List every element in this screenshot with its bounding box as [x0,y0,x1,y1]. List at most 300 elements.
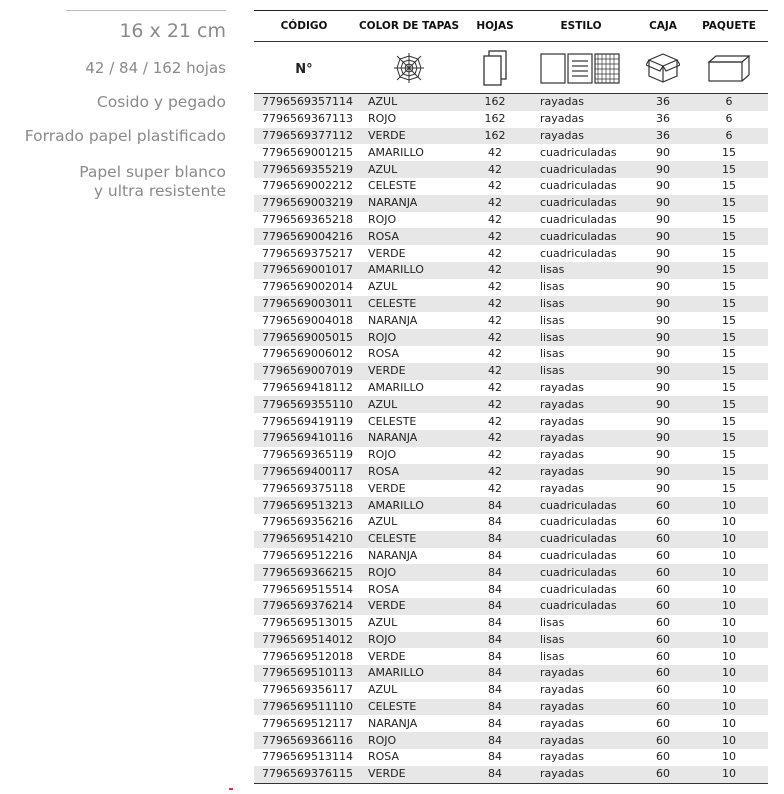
table-row [254,480,768,497]
cell-hojas: 42 [488,380,502,394]
cell-style: rayadas [526,766,636,783]
table-row [254,464,768,481]
cell-color: AMARILLO [354,262,464,279]
cell-code: 7796569006012 [262,347,353,361]
cell-paquete: 15 [722,145,736,159]
cell-style: lisas [540,649,565,663]
cell-paquete: 10 [690,699,768,716]
cell-style: lisas [540,280,565,294]
cell-style: rayadas [526,665,636,682]
cell-style: rayadas [540,683,584,697]
cell-style: rayadas [526,396,636,413]
cell-style: rayadas [540,414,584,428]
package-icon [707,53,751,83]
cell-color: ROSA [368,347,400,361]
table-row [254,665,768,682]
cell-style: cuadriculadas [526,564,636,581]
cell-color: ROJO [368,112,397,126]
cell-paquete: 15 [722,448,736,462]
cell-caja: 90 [656,313,670,327]
cell-color: ROSA [368,750,400,764]
cell-code: 7796569357114 [254,94,354,111]
cell-paquete: 6 [690,94,768,111]
cell-style: cuadriculadas [526,598,636,615]
cell-caja: 60 [656,683,670,697]
cell-style: rayadas [526,94,636,111]
cell-hojas: 84 [488,716,502,730]
spec-paper-line1: Papel super blanco [79,163,226,181]
cell-hojas: 42 [488,179,502,193]
cell-style: cuadriculadas [540,246,617,260]
cell-caja: 90 [636,228,690,245]
cell-code: 7796569419119 [262,414,353,428]
cell-caja: 90 [656,280,670,294]
header-row [254,11,768,42]
cell-paquete: 10 [690,598,768,615]
cell-paquete: 15 [722,414,736,428]
cell-paquete: 10 [722,649,736,663]
cell-style: rayadas [540,481,584,495]
cell-color: ROJO [354,732,464,749]
cell-code: 7796569355219 [254,161,354,178]
cell-style: lisas [526,296,636,313]
cell-code: 7796569512018 [262,649,353,663]
cell-hojas: 162 [464,128,526,145]
cell-hojas: 42 [488,313,502,327]
header-paquete: PAQUETE [690,11,768,42]
spec-paper [79,163,226,201]
cell-paquete: 15 [690,161,768,178]
table-row [254,94,768,111]
cell-style: lisas [526,329,636,346]
cell-hojas: 84 [464,598,526,615]
cell-color: CELESTE [354,531,464,548]
cell-color: AZUL [354,161,464,178]
cell-caja: 60 [636,531,690,548]
cell-code: 7796569001017 [254,262,354,279]
cell-caja: 36 [636,128,690,145]
cell-style: rayadas [540,448,584,462]
cell-paquete: 15 [690,262,768,279]
cell-color: AMARILLO [368,380,424,394]
cell-color: AMARILLO [354,497,464,514]
cell-code: 7796569003011 [254,296,354,313]
cell-paquete: 10 [722,515,736,529]
table-row [254,413,768,430]
cell-paquete: 10 [722,548,736,562]
cell-color: VERDE [354,598,464,615]
cell-paquete: 6 [725,112,733,126]
cell-code: 7796569511110 [254,699,354,716]
header-hojas: HOJAS [464,11,526,42]
cell-hojas: 84 [464,732,526,749]
cell-color: NARANJA [368,313,418,327]
cell-style: cuadriculadas [526,497,636,514]
cell-paquete: 10 [690,766,768,783]
cell-hojas: 42 [464,296,526,313]
cell-caja: 60 [636,497,690,514]
table-row [254,212,768,229]
cell-color: AZUL [368,616,398,630]
spec-size: 16 x 21 cm [119,20,226,42]
icon-row [254,42,768,94]
table-row [254,648,768,665]
cell-hojas: 162 [484,112,506,126]
cell-caja: 90 [656,347,670,361]
cell-paquete: 15 [722,380,736,394]
cell-hojas: 42 [464,228,526,245]
cell-color: NARANJA [368,548,418,562]
cell-caja: 90 [656,481,670,495]
cell-hojas: 42 [464,329,526,346]
cell-hojas: 84 [488,750,502,764]
cell-color: ROJO [354,632,464,649]
table-row [254,363,768,380]
cell-color: NARANJA [368,716,418,730]
cell-paquete: 10 [690,632,768,649]
cell-paquete: 10 [690,531,768,548]
cell-caja: 60 [656,582,670,596]
cell-code: 7796569367113 [262,112,353,126]
cell-code: 7796569410116 [254,430,354,447]
cell-caja: 60 [636,699,690,716]
cell-caja: 60 [656,616,670,630]
table-row [254,111,768,128]
cell-hojas: 84 [464,699,526,716]
cell-caja: 60 [656,515,670,529]
cell-hojas: 42 [488,212,502,226]
cell-caja: 90 [636,296,690,313]
cell-paquete: 15 [690,195,768,212]
cell-caja: 90 [636,396,690,413]
table-row [254,346,768,363]
cell-paquete: 10 [722,582,736,596]
cell-color: CELESTE [354,296,464,313]
cell-color: CELESTE [354,699,464,716]
header-caja: CAJA [636,11,690,42]
cell-color: ROJO [354,564,464,581]
table-row [254,195,768,212]
cell-paquete: 15 [690,464,768,481]
cell-paquete: 10 [690,732,768,749]
cell-style: cuadriculadas [540,582,617,596]
table-row [254,632,768,649]
cell-code: 7796569004216 [254,228,354,245]
table-row [254,615,768,632]
cell-paquete: 15 [722,481,736,495]
table-row [254,581,768,598]
table-row [254,732,768,749]
cell-paquete: 15 [722,280,736,294]
cell-hojas: 42 [488,246,502,260]
paper-styles-icon [540,51,622,85]
cell-color: ROSA [354,228,464,245]
cell-paquete: 15 [690,363,768,380]
cell-paquete: 15 [722,246,736,260]
cell-caja: 60 [636,598,690,615]
spiderweb-icon [391,51,427,85]
table-row [254,128,768,145]
cell-color: VERDE [354,128,464,145]
cell-style: rayadas [526,128,636,145]
cell-hojas: 84 [464,632,526,649]
cell-paquete: 10 [722,750,736,764]
cell-code: 7796569510113 [254,665,354,682]
cell-code: 7796569003219 [254,195,354,212]
cell-color: AZUL [368,683,398,697]
cell-style: cuadriculadas [540,179,617,193]
table-row [254,715,768,732]
cell-caja: 90 [636,195,690,212]
cell-code: 7796569355110 [254,396,354,413]
cell-style: cuadriculadas [540,515,617,529]
cell-color: ROSA [354,464,464,481]
cell-caja: 90 [636,464,690,481]
cell-style: rayadas [526,699,636,716]
cell-code: 7796569365119 [262,448,353,462]
cell-code: 7796569356216 [262,515,353,529]
cell-color: VERDE [368,246,406,260]
cell-hojas: 42 [464,195,526,212]
cell-caja: 90 [636,161,690,178]
cell-code: 7796569356117 [262,683,353,697]
cell-color: AMARILLO [354,665,464,682]
cell-color: ROJO [368,212,397,226]
cell-caja: 60 [656,548,670,562]
cell-paquete: 15 [722,313,736,327]
sheets-icon [482,49,508,87]
cell-hojas: 42 [488,414,502,428]
cell-hojas: 42 [488,448,502,462]
cell-code: 7796569375217 [262,246,353,260]
header-color: COLOR DE TAPAS [354,11,464,42]
cell-color: VERDE [354,363,464,380]
cell-hojas: 84 [488,582,502,596]
spec-paper-line2: y ultra resistente [93,182,226,200]
cell-style: cuadriculadas [526,228,636,245]
cell-color: VERDE [354,766,464,783]
cell-hojas: 84 [488,548,502,562]
cell-code: 7796569004018 [262,313,353,327]
table-row [254,548,768,565]
cell-hojas: 84 [464,497,526,514]
cell-paquete: 10 [690,497,768,514]
cell-caja: 90 [636,430,690,447]
cell-color: AMARILLO [368,145,424,159]
cell-code: 7796569376115 [254,766,354,783]
table-row [254,430,768,447]
table-row [254,380,768,397]
table-row [254,245,768,262]
cell-caja: 60 [636,766,690,783]
cell-paquete: 15 [690,228,768,245]
red-mark [229,788,233,790]
table-row [254,749,768,766]
product-table [254,10,768,784]
table-row [254,682,768,699]
header-code: CÓDIGO [254,11,354,42]
cell-paquete: 15 [722,179,736,193]
cell-code: 7796569376214 [254,598,354,615]
cell-style: rayadas [526,430,636,447]
cell-color: CELESTE [368,179,417,193]
cell-style: lisas [540,347,565,361]
table-row [254,766,768,783]
table-row [254,514,768,531]
cell-code: 7796569512216 [262,548,353,562]
cell-code: 7796569366116 [254,732,354,749]
cell-code: 7796569513213 [254,497,354,514]
cell-caja: 36 [636,94,690,111]
cell-style: lisas [526,262,636,279]
cell-caja: 60 [636,732,690,749]
cell-color: CELESTE [368,414,417,428]
cell-code: 7796569366215 [254,564,354,581]
cell-color: NARANJA [354,195,464,212]
cell-paquete: 15 [690,396,768,413]
cell-paquete: 10 [722,616,736,630]
cell-caja: 60 [656,716,670,730]
cell-caja: 90 [656,212,670,226]
cell-hojas: 84 [488,515,502,529]
product-table-container [254,10,768,784]
cell-color: ROJO [354,329,464,346]
cell-hojas: 42 [464,430,526,447]
cell-paquete: 15 [722,212,736,226]
cell-style: lisas [540,616,565,630]
cell-hojas: 42 [464,262,526,279]
cell-style: lisas [526,363,636,380]
cell-color: AZUL [354,396,464,413]
cell-style: rayadas [540,112,584,126]
cell-style: rayadas [540,716,584,730]
table-row [254,262,768,279]
cell-code: 7796569515514 [262,582,353,596]
spec-pages: 42 / 84 / 162 hojas [85,59,226,77]
cell-caja: 90 [656,380,670,394]
cell-hojas: 84 [488,683,502,697]
cell-color: AZUL [354,94,464,111]
cell-color: AZUL [368,280,398,294]
header-style: ESTILO [526,11,636,42]
cell-paquete: 15 [690,430,768,447]
cell-style: rayadas [526,464,636,481]
table-row [254,228,768,245]
table-row [254,279,768,296]
cell-style: lisas [540,313,565,327]
cell-color: VERDE [368,649,406,663]
cell-hojas: 42 [488,280,502,294]
cell-hojas: 42 [464,396,526,413]
cell-code: 7796569002212 [262,179,353,193]
table-row [254,497,768,514]
cell-code: 7796569005015 [254,329,354,346]
table-row [254,329,768,346]
spec-cover: Forrado papel plastificado [24,127,226,145]
cell-code: 7796569514210 [254,531,354,548]
cell-caja: 60 [636,564,690,581]
table-row [254,296,768,313]
cell-caja: 90 [636,329,690,346]
cell-style: rayadas [526,732,636,749]
cell-paquete: 15 [690,329,768,346]
cell-code: 7796569002014 [262,280,353,294]
table-row [254,178,768,195]
cell-code: 7796569514012 [254,632,354,649]
table-row [254,312,768,329]
cell-color: VERDE [368,481,406,495]
cell-caja: 90 [636,363,690,380]
cell-style: cuadriculadas [540,212,617,226]
cell-hojas: 84 [464,766,526,783]
cell-hojas: 42 [488,347,502,361]
table-row [254,161,768,178]
cell-style: cuadriculadas [540,548,617,562]
cell-paquete: 10 [722,716,736,730]
cell-hojas: 84 [464,531,526,548]
table-row [254,564,768,581]
cell-hojas: 84 [488,616,502,630]
cell-caja: 36 [656,112,670,126]
cell-style: lisas [526,632,636,649]
cell-color: ROJO [368,448,397,462]
cell-color: AZUL [368,515,398,529]
cell-caja: 90 [636,262,690,279]
cell-paquete: 15 [722,347,736,361]
box-icon [646,51,680,85]
cell-hojas: 84 [464,564,526,581]
cell-style: rayadas [540,750,584,764]
cell-hojas: 162 [464,94,526,111]
table-row [254,531,768,548]
cell-hojas: 42 [488,145,502,159]
table-row [254,396,768,413]
cell-color: NARANJA [354,430,464,447]
product-rows [254,94,768,784]
cell-paquete: 15 [690,296,768,313]
cell-caja: 60 [636,632,690,649]
table-row [254,447,768,464]
cell-style: cuadriculadas [540,145,617,159]
cell-caja: 90 [656,448,670,462]
cell-hojas: 84 [464,665,526,682]
table-row [254,598,768,615]
cell-hojas: 42 [464,161,526,178]
cell-code: 7796569375118 [262,481,353,495]
cell-hojas: 42 [464,363,526,380]
cell-paquete: 10 [690,665,768,682]
cell-hojas: 84 [488,649,502,663]
cell-code: 7796569512117 [262,716,353,730]
cell-paquete: 10 [722,683,736,697]
cell-caja: 90 [656,414,670,428]
cell-caja: 90 [656,246,670,260]
number-symbol: N° [295,62,313,77]
cell-caja: 60 [656,750,670,764]
cell-style: cuadriculadas [526,195,636,212]
top-rule [66,10,226,11]
cell-paquete: 10 [690,564,768,581]
cell-code: 7796569418112 [262,380,353,394]
cell-code: 7796569400117 [254,464,354,481]
cell-caja: 60 [656,649,670,663]
cell-caja: 90 [656,179,670,193]
table-row [254,144,768,161]
cell-caja: 90 [656,145,670,159]
cell-code: 7796569377112 [254,128,354,145]
cell-caja: 60 [636,665,690,682]
cell-hojas: 42 [488,481,502,495]
